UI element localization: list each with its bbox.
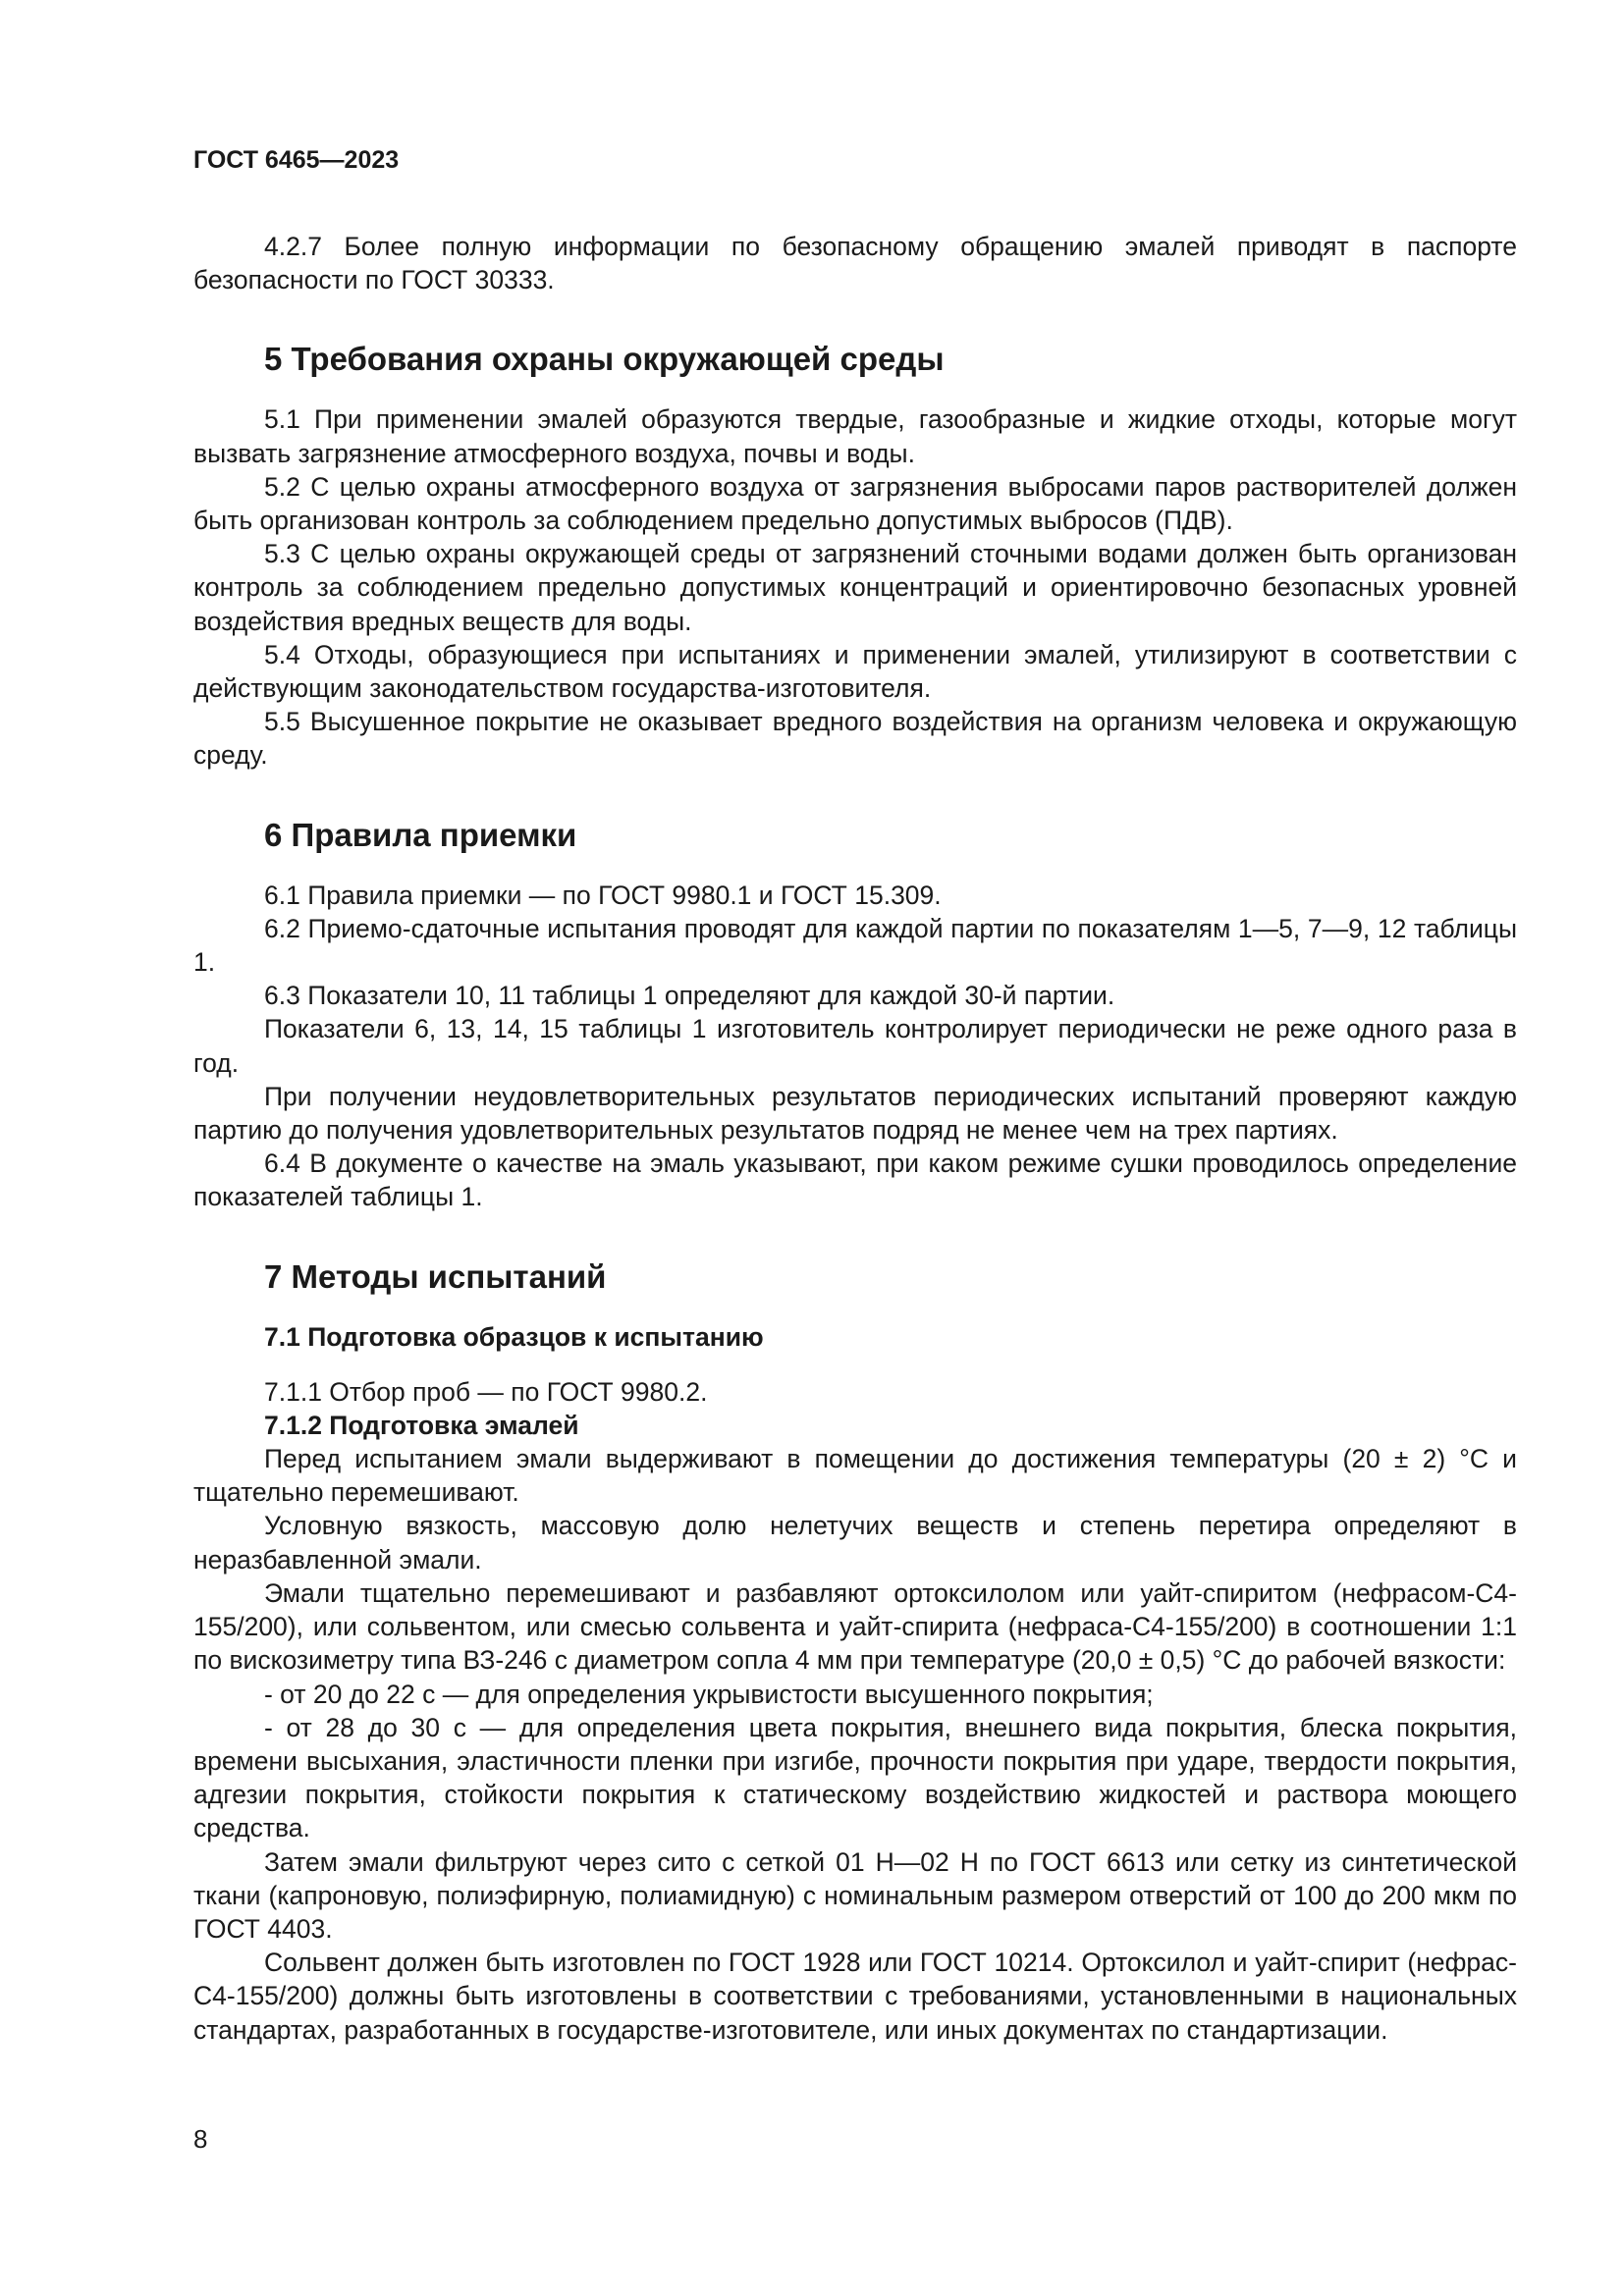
paragraph-5-5: 5.5 Высушенное покрытие не оказывает вредного воздействия на организм человека и окружающую среду.: [193, 707, 1517, 771]
section-5-title: 5 Требования охраны окружающей среды: [264, 341, 945, 378]
paragraph-6-2: 6.2 Приемо-сдаточные испытания проводят для каждой партии по показателям 1—5, 7—9, 12 таблицы 1.: [193, 913, 1517, 978]
paragraph-6-4: 6.4 В документе о качестве на эмаль указывают, при каком режиме сушки проводилось определение показателей таблицы 1.: [193, 1148, 1517, 1212]
page-number: 8: [193, 2124, 208, 2154]
paragraph-7-1-1: 7.1.1 Отбор проб — по ГОСТ 9980.2.: [264, 1376, 708, 1407]
section-6-title: 6 Правила приемки: [264, 816, 577, 853]
paragraph-6-1: 6.1 Правила приемки — по ГОСТ 9980.1 и ГОСТ 15.309.: [264, 880, 942, 910]
paragraph-5-2: 5.2 С целью охраны атмосферного воздуха от загрязнения выбросами паров растворителей должен быть организован контроль за соблюдением предельно допустимых выбросов (ПДВ).: [193, 471, 1517, 536]
paragraph-6-3-unsatisfactory: При получении неудовлетворительных результатов периодических испытаний проверяют каждую партию до получения удовлетворительных результатов подряд не менее чем на трех партиях.: [193, 1081, 1517, 1146]
section-7-title: 7 Методы испытаний: [264, 1257, 607, 1295]
paragraph-7-1-2-viscosity: Условную вязкость, массовую долю нелетучих веществ и степень перетира определяют в неразбавленной эмали.: [193, 1511, 1517, 1575]
paragraph-4-2-7: 4.2.7 Более полную информации по безопасному обращению эмалей приводят в паспорте безопасности по ГОСТ 30333.: [193, 232, 1517, 295]
paragraph-5-1: 5.1 При применении эмалей образуются твердые, газообразные и жидкие отходы, которые могут вызвать загрязнение атмосферного воздуха, почвы и воды.: [193, 404, 1517, 468]
paragraph-7-1-2-filter: Затем эмали фильтруют через сито с сеткой 01 Н—02 Н по ГОСТ 6613 или сетку из синтетической ткани (капроновую, полиэфирную, полиамидную) с номинальным размером отверстий от 100 до 200 мкм по ГОСТ 4403.: [193, 1846, 1517, 1944]
paragraph-7-1-2-solvent: Сольвент должен быть изготовлен по ГОСТ 1928 или ГОСТ 10214. Ортоксилол и уайт-спирит (нефрас-С4-155/200) должны быть изготовлены в соответствии с требованиями, установленными в национальных стандартах, разработанных в государстве-изготовителе, или иных документах по стандартизации.: [193, 1948, 1517, 2045]
list-item-28-30: - от 28 до 30 с — для определения цвета покрытия, внешнего вида покрытия, блеска покрытия, времени высыхания, эластичности пленки при изгибе, прочности покрытия при ударе, твердости покрытия, адгезии покрытия, стойкости покрытия к статическому воздействию жидкостей и раствора моющего средства.: [193, 1712, 1517, 1843]
paragraph-5-4: 5.4 Отходы, образующиеся при испытаниях и применении эмалей, утилизируют в соответствии с действующим законодательством государства-изготовителя.: [193, 639, 1517, 704]
paragraph-7-1-2-heading: 7.1.2 Подготовка эмалей: [264, 1410, 579, 1440]
paragraph-6-3-periodic: Показатели 6, 13, 14, 15 таблицы 1 изготовитель контролирует периодически не реже одного раза в год.: [193, 1014, 1517, 1078]
document-code-header: ГОСТ 6465—2023: [193, 146, 400, 174]
list-item-20-22: - от 20 до 22 с — для определения укрывистости высушенного покрытия;: [264, 1679, 1154, 1709]
paragraph-7-1-2-temperature: Перед испытанием эмали выдерживают в помещении до достижения температуры (20 ± 2) °С и тщательно перемешивают.: [193, 1444, 1517, 1508]
paragraph-5-3: 5.3 С целью охраны окружающей среды от загрязнений сточными водами должен быть организован контроль за соблюдением предельно допустимых концентраций и ориентировочно безопасных уровней воздействия вредных веществ для воды.: [193, 539, 1517, 636]
subsection-7-1-title: 7.1 Подготовка образцов к испытанию: [264, 1321, 764, 1352]
paragraph-6-3: 6.3 Показатели 10, 11 таблицы 1 определяют для каждой 30-й партии.: [264, 981, 1115, 1011]
paragraph-7-1-2-dilution: Эмали тщательно перемешивают и разбавляют ортоксилолом или уайт-спиритом (нефрасом-С4-155/200), или сольвентом, или смесью сольвента и уайт-спирита (нефраса-С4-155/200) в соотношении 1:1 по вискозиметру типа ВЗ-246 с диаметром сопла 4 мм при температуре (20,0 ± 0,5) °С до рабочей вязкости:: [193, 1577, 1517, 1676]
document-page: [193, 145, 1517, 2047]
